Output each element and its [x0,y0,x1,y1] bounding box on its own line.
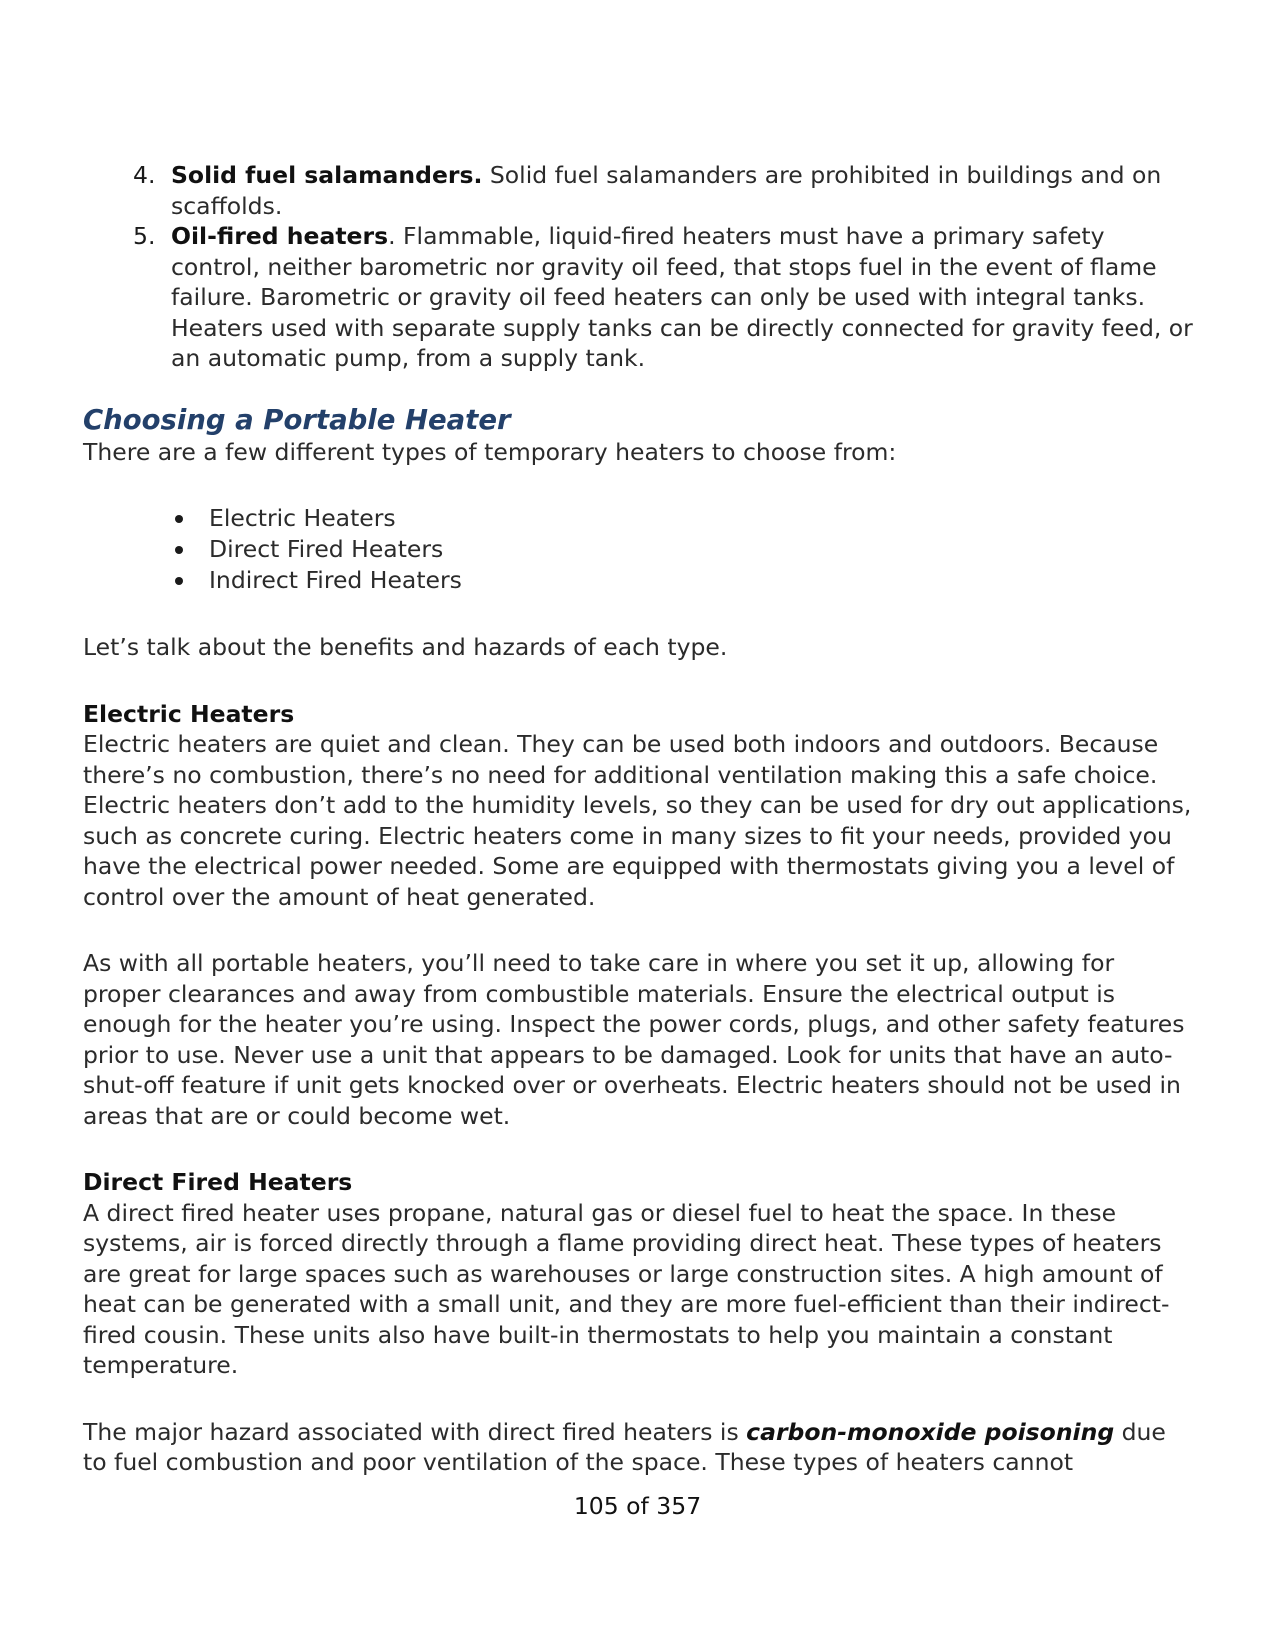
direct-fired-heaters-paragraph-1: A direct fired heater uses propane, natural gas or diesel fuel to heat the space. In these systems, air is forced directly through a flame providing direct heat. These types of heaters are great for large spaces such as warehouses or large construction sites. A high amount of heat can be generated with a small unit, and they are more fuel-efficient than their indirect-fired cousin. These units also have built-in thermostats to help you maintain a constant temperature. [83,1198,1170,1379]
direct-fired-heaters-paragraph-2 [83,1417,1193,1478]
section-lead: Let’s talk about the benefits and hazards of each type. [83,633,728,661]
bullet-icon [175,546,183,554]
numbered-list [83,160,1193,374]
list-item [83,221,1193,374]
heater-types-list [83,503,1193,596]
list-item-label: Indirect Fired Heaters [209,566,462,594]
section-intro: There are a few different types of temporary heaters to choose from: [83,437,897,466]
page-number: 105 of 357 [573,1492,702,1520]
list-item-term: Solid fuel salamanders. [171,161,483,189]
list-item [83,160,1193,221]
list-item-text: Solid fuel salamanders are prohibited in buildings and on scaffolds. [171,161,1162,220]
paragraph-text: due to fuel combustion and poor ventilation of the space. These types of heaters cannot [83,1417,1166,1476]
list-item [83,565,1193,596]
electric-heaters-paragraph-1: Electric heaters are quiet and clean. They can be used both indoors and outdoors. Because there’s no combustion, there’s no need for additional ventilation making this a safe choice. Electric heaters don’t add to the humidity levels, so they can be used for dry out applications, such as concrete curing. Electric heaters come in many sizes to fit your needs, provided you have the electrical power needed. Some are equipped with thermostats giving you a level of control over the amount of heat generated. [83,730,1192,911]
list-item [83,503,1193,534]
list-item [83,534,1193,565]
list-item-term-suffix: . [388,222,396,250]
section-heading: Choosing a Portable Heater [83,403,511,436]
document-page [83,160,1193,1478]
bullet-icon [175,515,183,523]
bullet-icon [175,577,183,585]
list-item-text: Flammable, liquid-fired heaters must have a primary safety control, neither barometric nor gravity oil feed, that stops fuel in the event of flame failure. Barometric or gravity oil feed heaters can only be used with integral tanks. Heaters used with separate supply tanks can be directly connected for gravity feed, or an automatic pump, from a supply tank. [171,222,1193,372]
list-item-label: Electric Heaters [209,504,396,532]
list-item-marker: 5. [133,222,156,250]
electric-heaters-heading: Electric Heaters [83,699,295,728]
list-item-marker: 4. [133,161,156,189]
paragraph-text: The major hazard associated with direct fired heaters is [83,1417,747,1446]
list-item-term: Oil-fired heaters [171,222,389,250]
emphasized-text: carbon-monoxide poisoning [746,1417,1115,1446]
electric-heaters-paragraph-2: As with all portable heaters, you’ll need to take care in where you set it up, allowing for proper clearances and away from combustible materials. Ensure the electrical output is enough for the heater you’re using. Inspect the power cords, plugs, and other safety features prior to use. Never use a unit that appears to be damaged. Look for units that have an auto-shut-off feature if unit gets knocked over or overheats. Electric heaters should not be used in areas that are or could become wet. [83,949,1185,1130]
list-item-label: Direct Fired Heaters [209,535,444,563]
direct-fired-heaters-heading: Direct Fired Heaters [83,1168,353,1196]
